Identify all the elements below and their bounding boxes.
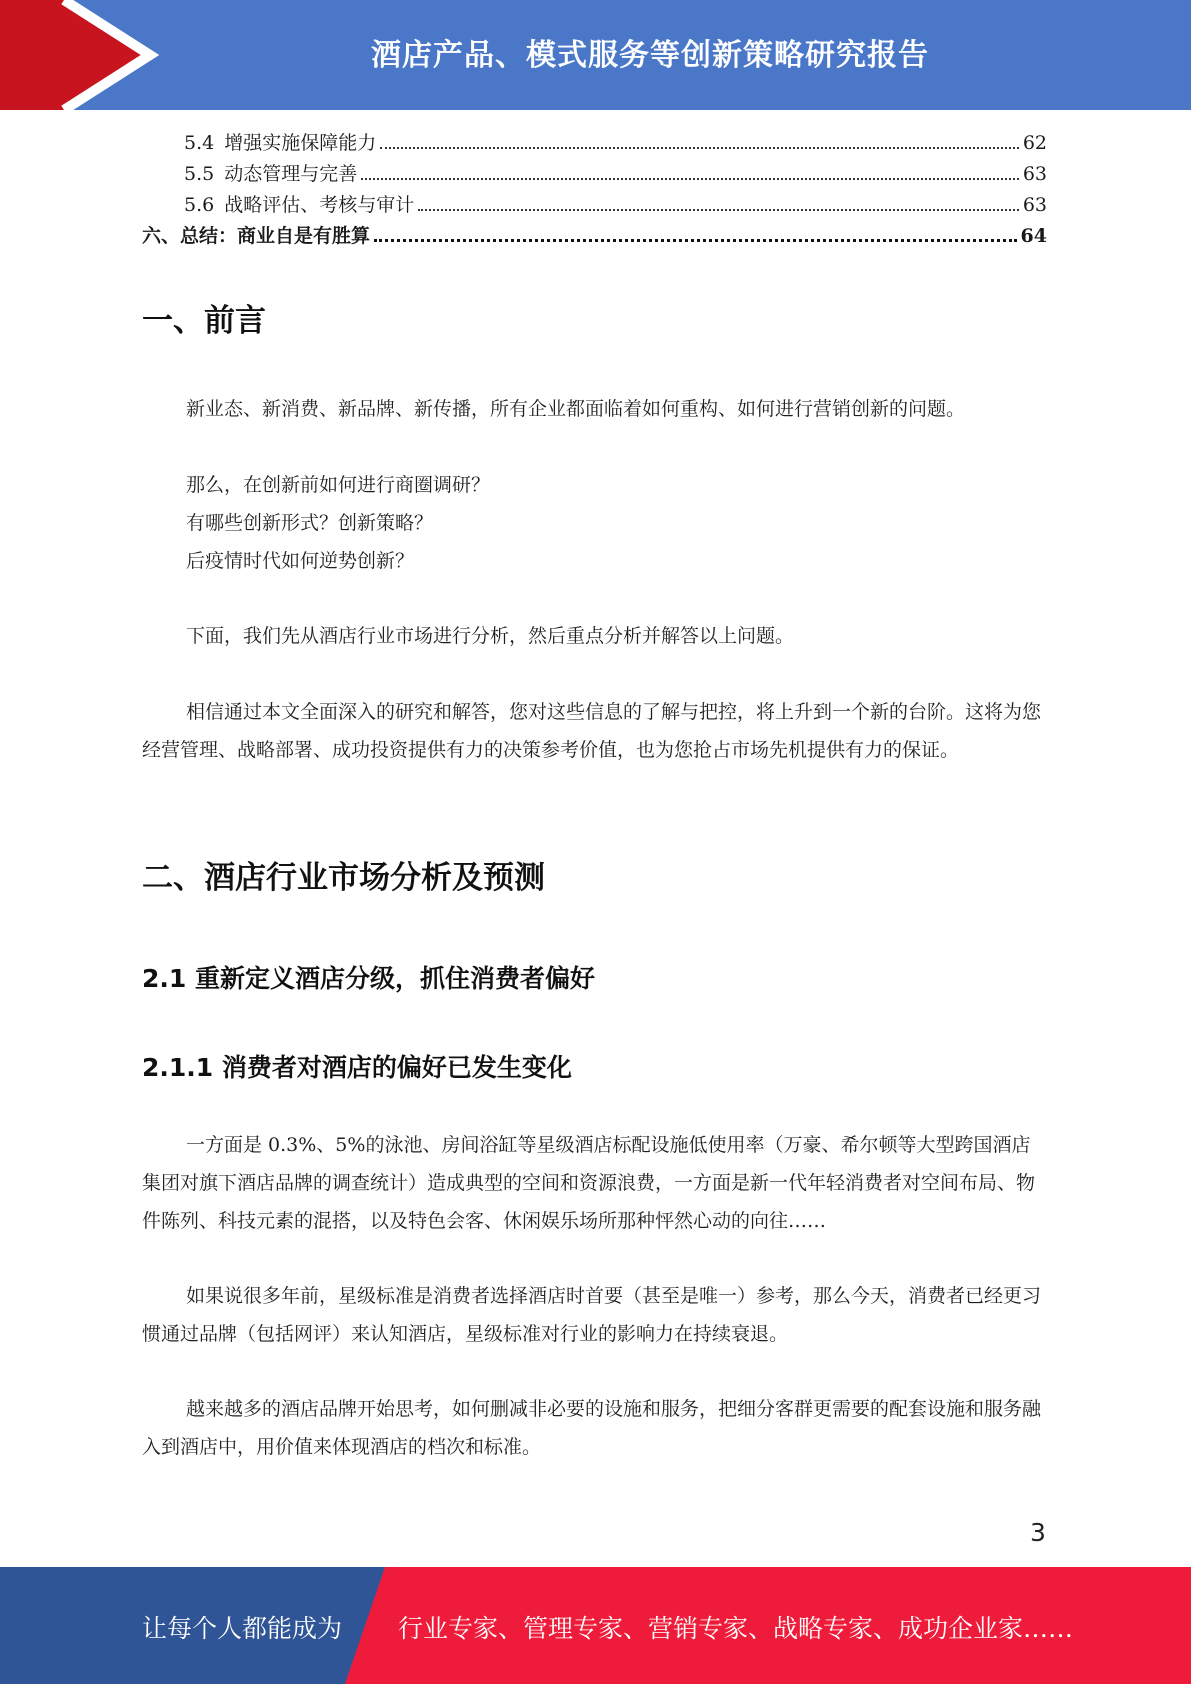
preface-paragraph: 下面，我们先从酒店行业市场进行分析，然后重点分析并解答以上问题。 [186, 625, 795, 647]
page-number: 3 [1030, 1518, 1046, 1547]
preface-question: 那么，在创新前如何进行商圈调研？ [186, 474, 491, 496]
preface-question: 后疫情时代如何逆势创新？ [186, 550, 415, 572]
toc-page: 64 [1020, 225, 1047, 247]
table-of-contents [142, 128, 1047, 252]
toc-leader-dots [361, 178, 1019, 180]
toc-entry-main[interactable] [142, 221, 1047, 252]
toc-label: 动态管理与完善 [224, 163, 358, 185]
toc-number: 5.6 [184, 194, 215, 216]
toc-leader-dots [374, 239, 1017, 242]
body-paragraph: 越来越多的酒店品牌开始思考，如何删减非必要的设施和服务，把细分客群更需要的配套设施和服务融入到酒店中，用价值来体现酒店的档次和标准。 [142, 1398, 1042, 1458]
toc-entry[interactable] [142, 159, 1047, 190]
toc-page: 62 [1022, 132, 1047, 154]
subsubsection-heading: 2.1.1 消费者对酒店的偏好已发生变化 [142, 1053, 572, 1082]
section-heading-market-analysis: 二、酒店行业市场分析及预测 [142, 860, 545, 896]
footer-slogan-left: 让每个人都能成为 [142, 1614, 343, 1643]
toc-number: 5.4 [184, 132, 215, 154]
body-paragraph: 一方面是 0.3%、5%的泳池、房间浴缸等星级酒店标配设施低使用率（万豪、希尔顿等大型跨国酒店集团对旗下酒店品牌的调查统计）造成典型的空间和资源浪费，一方面是新一代年轻消费者对空间布局、物件陈列、科技元素的混搭，以及特色会客、休闲娱乐场所那种怦然心动的向往…… [142, 1134, 1036, 1232]
toc-label: 增强实施保障能力 [224, 132, 377, 154]
preface-question: 有哪些创新形式？创新策略？ [186, 512, 434, 534]
toc-page: 63 [1022, 163, 1047, 185]
report-title: 酒店产品、模式服务等创新策略研究报告 [371, 38, 929, 73]
page-header [0, 0, 1191, 110]
body-paragraph: 如果说很多年前，星级标准是消费者选择酒店时首要（甚至是唯一）参考，那么今天，消费者已经更习惯通过品牌（包括网评）来认知酒店，星级标准对行业的影响力在持续衰退。 [142, 1285, 1042, 1345]
preface-paragraph: 新业态、新消费、新品牌、新传播，所有企业都面临着如何重构、如何进行营销创新的问题。 [186, 398, 966, 420]
toc-entry[interactable] [142, 190, 1047, 221]
toc-entry[interactable] [142, 128, 1047, 159]
toc-label: 六、总结：商业自是有胜算 [142, 225, 371, 247]
footer-slogan-right: 行业专家、管理专家、营销专家、战略专家、成功企业家…… [398, 1614, 1074, 1643]
toc-leader-dots [418, 209, 1019, 211]
subsection-heading: 2.1 重新定义酒店分级，抓住消费者偏好 [142, 964, 595, 993]
page-footer [0, 1567, 1191, 1684]
toc-label: 战略评估、考核与审计 [224, 194, 415, 216]
preface-paragraph: 相信通过本文全面深入的研究和解答，您对这些信息的了解与把控，将上升到一个新的台阶。这将为您经营管理、战略部署、成功投资提供有力的决策参考价值，也为您抢占市场先机提供有力的保证。 [142, 701, 1042, 761]
toc-page: 63 [1022, 194, 1047, 216]
toc-number: 5.5 [184, 163, 215, 185]
toc-leader-dots [380, 147, 1019, 149]
section-heading-preface: 一、前言 [142, 303, 266, 339]
